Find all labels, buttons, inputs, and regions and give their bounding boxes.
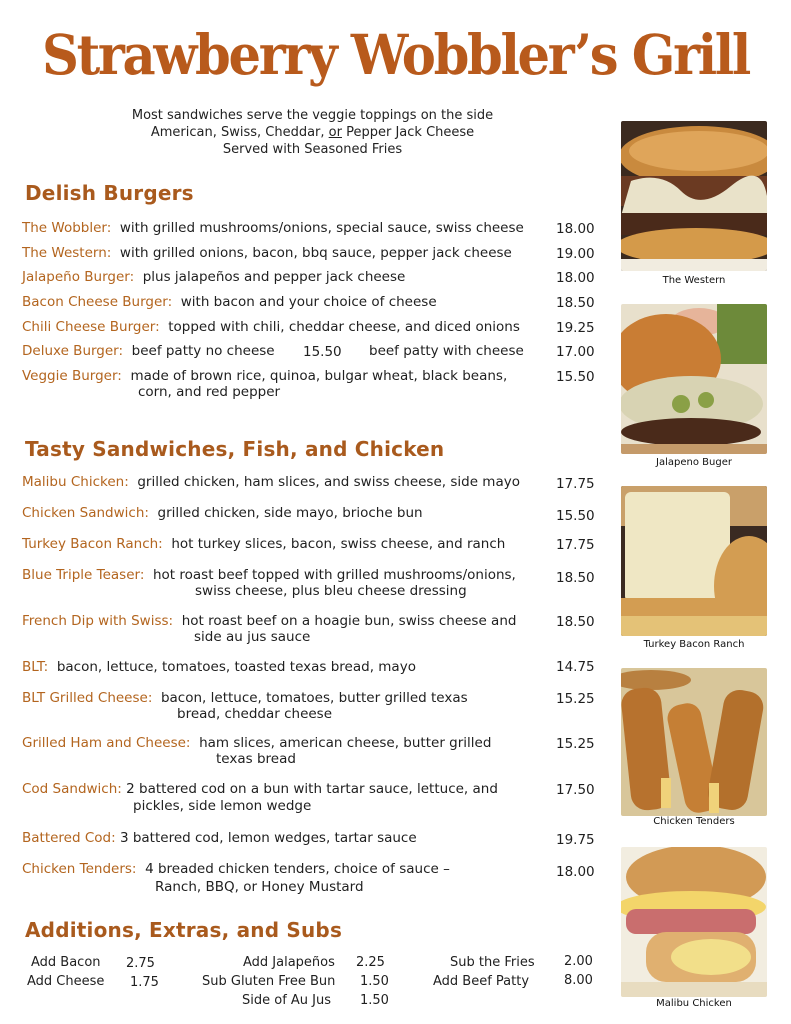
photo-caption: Turkey Bacon Ranch [643, 639, 745, 650]
item-price: 18.00 [556, 221, 595, 237]
item-desc-with-cheese: beef patty with cheese [369, 343, 524, 359]
menu-item-blue-triple-teaser [22, 567, 516, 584]
item-price: 17.50 [556, 782, 595, 798]
photo-caption: Jalapeno Buger [656, 457, 732, 468]
menu-item-deluxe-burger [22, 343, 275, 360]
item-price: 15.25 [556, 736, 595, 752]
item-name: Chicken Sandwich: [22, 505, 149, 521]
section-heading-burgers: Delish Burgers [25, 181, 194, 205]
restaurant-title: Strawberry Wobbler’s Grill [41, 22, 750, 87]
intro-line-3: Served with Seasoned Fries [222, 142, 403, 157]
item-name: Deluxe Burger: [22, 343, 124, 359]
addition-price: 1.50 [360, 974, 389, 989]
menu-item-blt-grilled-cheese [22, 690, 468, 707]
item-price: 17.75 [556, 537, 595, 553]
menu-item-malibu-chicken [22, 474, 520, 491]
item-name: Bacon Cheese Burger: [22, 294, 173, 310]
item-name: Battered Cod: [22, 830, 116, 846]
item-desc: 2 battered cod on a bun with tartar sauce, lettuce, and [126, 781, 498, 797]
item-price: 15.50 [556, 508, 595, 524]
photo-caption: Chicken Tenders [653, 816, 735, 827]
item-name: Chicken Tenders: [22, 861, 137, 877]
menu-item-french-dip [22, 613, 516, 630]
addition-label: Sub the Fries [450, 955, 535, 970]
item-price: 19.75 [556, 832, 595, 848]
item-desc: 4 breaded chicken tenders, choice of sauce – [145, 861, 450, 877]
addition-price: 1.75 [130, 975, 159, 990]
intro-line-2 [90, 124, 535, 141]
item-price: 18.00 [556, 864, 595, 880]
menu-item-grilled-ham-cheese [22, 735, 491, 752]
item-desc: plus jalapeños and pepper jack cheese [142, 269, 406, 285]
item-name: Cod Sandwich: [22, 781, 122, 797]
section-heading-additions: Additions, Extras, and Subs [25, 918, 343, 942]
addition-label: Sub Gluten Free Bun [202, 974, 336, 989]
menu-item-turkey-bacon-ranch [22, 536, 505, 553]
item-price: 17.00 [556, 344, 595, 360]
addition-label: Add Jalapeños [243, 955, 335, 970]
addition-price: 8.00 [564, 973, 593, 988]
item-name: French Dip with Swiss: [22, 613, 174, 629]
menu-item-cod-sandwich [22, 781, 498, 798]
item-price: 19.25 [556, 320, 595, 336]
menu-item-western [22, 245, 512, 262]
item-desc: hot turkey slices, bacon, swiss cheese, and ranch [171, 536, 506, 552]
sandwich-photo [621, 847, 767, 997]
item-name: The Wobbler: [22, 220, 112, 236]
tenders-photo [621, 668, 767, 816]
item-name: BLT: [22, 659, 49, 675]
item-desc: beef patty no cheese [131, 343, 275, 359]
item-name: The Western: [22, 245, 112, 261]
menu-item-bacon-cheese-burger [22, 294, 437, 311]
sandwich-photo [621, 486, 767, 636]
item-desc: hot roast beef topped with grilled mushrooms/onions, [152, 567, 516, 583]
item-price: 15.50 [556, 369, 595, 385]
item-price: 18.50 [556, 570, 595, 586]
item-desc-continued: corn, and red pepper [138, 384, 281, 400]
photo-caption: Malibu Chicken [656, 998, 732, 1009]
item-desc: with grilled onions, bacon, bbq sauce, pepper jack cheese [119, 245, 512, 261]
item-name: Grilled Ham and Cheese: [22, 735, 191, 751]
item-name: Malibu Chicken: [22, 474, 129, 490]
burger-photo [621, 121, 767, 271]
intro-line-1: Most sandwiches serve the veggie toppings on the side [131, 108, 494, 123]
menu-item-veggie-burger [22, 368, 507, 385]
item-desc-continued: side au jus sauce [194, 629, 311, 645]
addition-price: 1.50 [360, 993, 389, 1008]
item-price: 18.50 [556, 295, 595, 311]
addition-label: Add Cheese [27, 974, 105, 989]
menu-item-jalapeno-burger [22, 269, 405, 286]
burger-photo [621, 304, 767, 454]
item-desc-continued: bread, cheddar cheese [177, 706, 333, 722]
item-desc: with bacon and your choice of cheese [180, 294, 437, 310]
item-price: 14.75 [556, 659, 595, 675]
item-desc: ham slices, american cheese, butter grilled [199, 735, 492, 751]
addition-price: 2.00 [564, 954, 593, 969]
item-desc-continued: swiss cheese, plus bleu cheese dressing [195, 583, 467, 599]
item-desc: bacon, lettuce, tomatoes, toasted texas bread, mayo [56, 659, 416, 675]
intro-pepper-jack: Pepper Jack Cheese [341, 125, 475, 140]
item-desc: 3 battered cod, lemon wedges, tartar sauce [119, 830, 417, 846]
item-price: 18.00 [556, 270, 595, 286]
addition-label: Side of Au Jus [242, 993, 332, 1008]
menu-item-blt [22, 659, 416, 676]
photo-caption: The Western [662, 275, 726, 286]
item-desc: made of brown rice, quinoa, bulgar wheat, black beans, [130, 368, 508, 384]
item-name: BLT Grilled Cheese: [22, 690, 153, 706]
item-desc: bacon, lettuce, tomatoes, butter grilled texas [160, 690, 468, 706]
item-name: Turkey Bacon Ranch: [22, 536, 163, 552]
item-name: Jalapeño Burger: [22, 269, 135, 285]
item-name: Blue Triple Teaser: [22, 567, 145, 583]
addition-price: 2.75 [126, 956, 155, 971]
section-heading-sandwiches: Tasty Sandwiches, Fish, and Chicken [25, 437, 445, 461]
item-name: Veggie Burger: [22, 368, 122, 384]
item-price-no-cheese: 15.50 [303, 344, 342, 360]
item-desc-continued: texas bread [216, 751, 296, 767]
item-desc: topped with chili, cheddar cheese, and diced onions [168, 319, 520, 335]
menu-item-wobbler [22, 220, 524, 237]
menu-item-chili-cheese-burger [22, 319, 520, 336]
item-name: Chili Cheese Burger: [22, 319, 160, 335]
menu-item-chicken-sandwich [22, 505, 423, 522]
item-desc: with grilled mushrooms/onions, special sauce, swiss cheese [119, 220, 524, 236]
item-desc: grilled chicken, ham slices, and swiss cheese, side mayo [137, 474, 520, 490]
addition-label: Add Beef Patty [433, 974, 530, 989]
addition-price: 2.25 [356, 955, 385, 970]
item-desc-continued: Ranch, BBQ, or Honey Mustard [155, 879, 364, 895]
intro-cheese-list: American, Swiss, Cheddar, [150, 125, 329, 140]
item-price: 18.50 [556, 614, 595, 630]
item-desc-continued: pickles, side lemon wedge [133, 798, 312, 814]
addition-label: Add Bacon [31, 955, 101, 970]
item-price: 15.25 [556, 691, 595, 707]
item-price: 17.75 [556, 476, 595, 492]
item-desc: hot roast beef on a hoagie bun, swiss cheese and [181, 613, 517, 629]
item-price: 19.00 [556, 246, 595, 262]
item-desc: grilled chicken, side mayo, brioche bun [157, 505, 423, 521]
menu-item-chicken-tenders [22, 861, 450, 878]
menu-item-battered-cod [22, 830, 417, 847]
intro-or: or [328, 125, 342, 140]
